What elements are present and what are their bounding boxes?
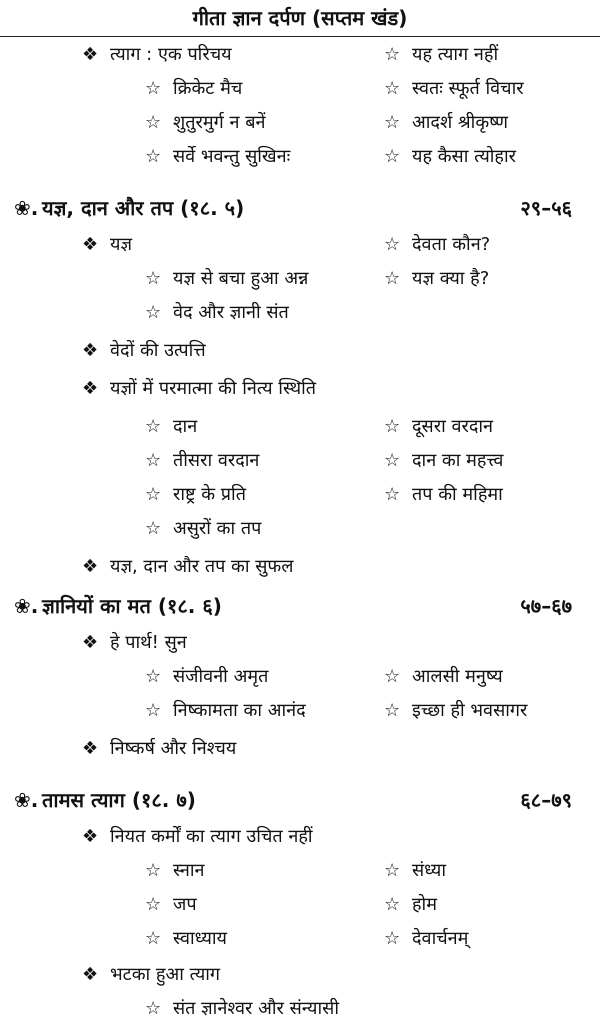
subtopic-row xyxy=(0,516,600,550)
subtopic-row xyxy=(0,926,600,960)
star-bullet-icon: ☆ xyxy=(384,112,401,133)
subtopic-item: ☆ स्वाध्याय xyxy=(145,928,227,949)
star-bullet-icon: ☆ xyxy=(145,666,162,687)
diamond-bullet-icon: ❖ xyxy=(82,964,99,985)
subtopic-item: ☆ स्वतः स्फूर्त विचार xyxy=(384,78,524,99)
topic-item: ❖ निष्कर्ष और निश्चय xyxy=(82,738,237,759)
star-bullet-icon: ☆ xyxy=(384,860,401,881)
topic-row xyxy=(0,962,600,996)
star-bullet-icon: ☆ xyxy=(145,146,162,167)
subtopic-item: ☆ संत ज्ञानेश्वर और संन्यासी xyxy=(145,998,339,1019)
diamond-bullet-icon: ❖ xyxy=(82,378,99,399)
page-range: ५७–६७ xyxy=(520,594,572,618)
star-bullet-icon: ☆ xyxy=(145,416,162,437)
page-header xyxy=(0,0,600,37)
subtopic-row xyxy=(0,76,600,110)
star-bullet-icon: ☆ xyxy=(145,450,162,471)
subtopic-row xyxy=(0,300,600,334)
topic-item: ❖ यज्ञ xyxy=(82,234,132,255)
subtopic-item: ☆ संजीवनी अमृत xyxy=(145,666,269,687)
subtopic-item: ☆ दान xyxy=(145,416,198,437)
subtopic-item: ☆ यज्ञ क्या है? xyxy=(384,268,490,289)
subtopic-item: ☆ यह कैसा त्योहार xyxy=(384,146,516,167)
subtopic-item: ☆ तप की महिमा xyxy=(384,484,503,505)
subtopic-item: ☆ यज्ञ से बचा हुआ अन्न xyxy=(145,268,309,289)
star-bullet-icon: ☆ xyxy=(145,700,162,721)
subtopic-row xyxy=(0,698,600,732)
topic-item: ❖ नियत कर्मों का त्याग उचित नहीं xyxy=(82,826,313,847)
subtopic-row xyxy=(0,858,600,892)
flower-bullet-icon: ❀. xyxy=(14,788,39,812)
subtopic-item: ☆ आलसी मनुष्य xyxy=(384,666,503,687)
star-bullet-icon: ☆ xyxy=(145,928,162,949)
star-bullet-icon: ☆ xyxy=(145,894,162,915)
star-bullet-icon: ☆ xyxy=(384,44,401,65)
topic-row xyxy=(0,376,600,410)
subtopic-item: ☆ आदर्श श्रीकृष्ण xyxy=(384,112,508,133)
subtopic-row xyxy=(0,892,600,926)
subtopic-item: ☆ दूसरा वरदान xyxy=(384,416,494,437)
topic-row xyxy=(0,42,600,76)
diamond-bullet-icon: ❖ xyxy=(82,556,99,577)
diamond-bullet-icon: ❖ xyxy=(82,632,99,653)
topic-row xyxy=(0,554,600,588)
chapter-heading xyxy=(0,786,600,820)
subtopic-item: ☆ होम xyxy=(384,894,437,915)
page-range: ६८–७९ xyxy=(520,788,572,812)
subtopic-item: ☆ निष्कामता का आनंद xyxy=(145,700,306,721)
star-bullet-icon: ☆ xyxy=(384,700,401,721)
star-bullet-icon: ☆ xyxy=(384,268,401,289)
subtopic-item: ☆ इच्छा ही भवसागर xyxy=(384,700,528,721)
star-bullet-icon: ☆ xyxy=(145,518,162,539)
subtopic-item: ☆ राष्ट्र के प्रति xyxy=(145,484,246,505)
diamond-bullet-icon: ❖ xyxy=(82,234,99,255)
star-bullet-icon: ☆ xyxy=(384,146,401,167)
star-bullet-icon: ☆ xyxy=(145,484,162,505)
topic-item: ❖ यज्ञ, दान और तप का सुफल xyxy=(82,556,294,577)
subtopic-row xyxy=(0,448,600,482)
star-bullet-icon: ☆ xyxy=(145,860,162,881)
star-bullet-icon: ☆ xyxy=(384,484,401,505)
chapter-title: ❀. यज्ञ, दान और तप (१८. ५) xyxy=(14,196,245,220)
subtopic-row xyxy=(0,266,600,300)
subtopic-item: ☆ असुरों का तप xyxy=(145,518,262,539)
topic-item: ❖ हे पार्थ! सुन xyxy=(82,632,187,653)
star-bullet-icon: ☆ xyxy=(145,112,162,133)
subtopic-row xyxy=(0,996,600,1030)
topic-row xyxy=(0,232,600,266)
topic-row xyxy=(0,736,600,770)
page-range: २९–५६ xyxy=(520,196,572,220)
subtopic-item: ☆ स्नान xyxy=(145,860,205,881)
subtopic-row xyxy=(0,482,600,516)
diamond-bullet-icon: ❖ xyxy=(82,826,99,847)
star-bullet-icon: ☆ xyxy=(145,998,162,1019)
chapter-heading xyxy=(0,194,600,228)
subtopic-row xyxy=(0,414,600,448)
subtopic-item: ☆ यह त्याग नहीं xyxy=(384,44,499,65)
star-bullet-icon: ☆ xyxy=(384,928,401,949)
star-bullet-icon: ☆ xyxy=(384,234,401,255)
page-title: गीता ज्ञान दर्पण (सप्तम खंड) xyxy=(192,6,408,30)
subtopic-item: ☆ तीसरा वरदान xyxy=(145,450,260,471)
subtopic-item: ☆ दान का महत्त्व xyxy=(384,450,504,471)
diamond-bullet-icon: ❖ xyxy=(82,340,99,361)
subtopic-item: ☆ वेद और ज्ञानी संत xyxy=(145,302,289,323)
subtopic-item: ☆ जप xyxy=(145,894,197,915)
star-bullet-icon: ☆ xyxy=(384,666,401,687)
topic-item: ❖ यज्ञों में परमात्मा की नित्य स्थिति xyxy=(82,378,317,399)
star-bullet-icon: ☆ xyxy=(384,78,401,99)
subtopic-item: ☆ क्रिकेट मैच xyxy=(145,78,243,99)
topic-item: ❖ भटका हुआ त्याग xyxy=(82,964,221,985)
star-bullet-icon: ☆ xyxy=(145,302,162,323)
diamond-bullet-icon: ❖ xyxy=(82,738,99,759)
topic-item: ❖ वेदों की उत्पत्ति xyxy=(82,340,206,361)
star-bullet-icon: ☆ xyxy=(145,268,162,289)
subtopic-item: ☆ संध्या xyxy=(384,860,447,881)
diamond-bullet-icon: ❖ xyxy=(82,44,99,65)
subtopic-row xyxy=(0,110,600,144)
subtopic-item: ☆ सर्वे भवन्तु सुखिनः xyxy=(145,146,291,167)
topic-row xyxy=(0,630,600,664)
subtopic-row xyxy=(0,144,600,178)
subtopic-row xyxy=(0,664,600,698)
chapter-heading xyxy=(0,592,600,626)
star-bullet-icon: ☆ xyxy=(384,450,401,471)
chapter-title: ❀. तामस त्याग (१८. ७) xyxy=(14,788,196,812)
topic-row xyxy=(0,824,600,858)
subtopic-item: ☆ देवार्चनम् xyxy=(384,928,469,949)
subtopic-item: ☆ देवता कौन? xyxy=(384,234,491,255)
topic-item: ❖ त्याग : एक परिचय xyxy=(82,44,232,65)
star-bullet-icon: ☆ xyxy=(384,894,401,915)
topic-row xyxy=(0,338,600,372)
star-bullet-icon: ☆ xyxy=(384,416,401,437)
flower-bullet-icon: ❀. xyxy=(14,196,39,220)
flower-bullet-icon: ❀. xyxy=(14,594,39,618)
subtopic-item: ☆ शुतुरमुर्ग न बनें xyxy=(145,112,266,133)
chapter-title: ❀. ज्ञानियों का मत (१८. ६) xyxy=(14,594,222,618)
star-bullet-icon: ☆ xyxy=(145,78,162,99)
